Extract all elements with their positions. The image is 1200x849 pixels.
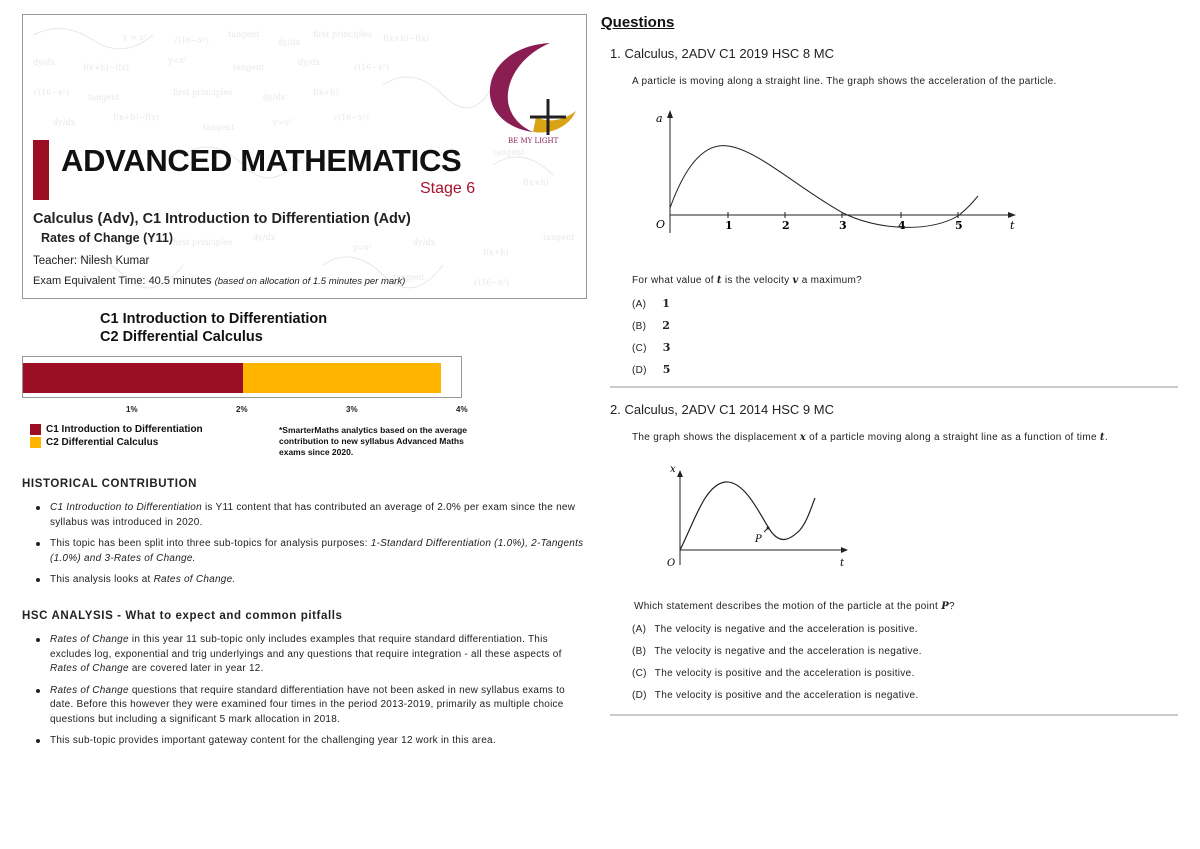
answer-option-d[interactable] <box>632 363 671 376</box>
option-label: (B) <box>632 646 647 657</box>
svg-text:tangent: tangent <box>233 63 265 72</box>
option-label: (D) <box>632 690 647 701</box>
axis-tick-label: 2% <box>236 405 248 414</box>
svg-text:first principles: first principles <box>313 30 373 39</box>
answer-option-d[interactable] <box>632 690 918 701</box>
answer-option-a[interactable] <box>632 297 670 310</box>
question-1-prompt <box>632 275 862 286</box>
legend-label-c2: C2 Differential Calculus <box>46 437 159 448</box>
variable-x: x <box>799 432 807 443</box>
bullet-text: in this year 11 sub-topic only includes examples that require standard differentiation. This excludes log, exponential and trig underlyings and any questions that require integration - all these aspects of <box>50 634 562 660</box>
topic-name: Rates of Change. <box>153 574 236 585</box>
option-value: 3 <box>662 341 671 354</box>
question-1-text: A particle is moving along a straight line. The graph shows the acceleration of the particle. <box>632 76 1057 87</box>
svg-text:dy/dx: dy/dx <box>253 233 275 242</box>
svg-text:y=x²: y=x² <box>168 56 187 65</box>
svg-text:dy/dx: dy/dx <box>278 38 300 47</box>
answer-option-b[interactable] <box>632 646 922 657</box>
bullet-text: is Y11 content that has contributed an average of 2.0% per exam since the new syllabus was introduced in 2020. <box>50 502 576 528</box>
question-1-heading: 1. Calculus, 2ADV C1 2019 HSC 8 MC <box>610 46 834 61</box>
displacement-graph <box>660 460 860 570</box>
origin-label: O <box>656 218 666 231</box>
svg-text:√(16−x²): √(16−x²) <box>473 278 509 287</box>
tick-label: 4 <box>898 219 906 232</box>
option-value: The velocity is positive and the acceleration is positive. <box>654 668 915 679</box>
header-panel <box>22 14 587 299</box>
prompt-text: . <box>1104 432 1108 443</box>
option-value: The velocity is positive and the acceleration is negative. <box>654 690 919 701</box>
variable-t: t <box>1099 432 1105 443</box>
stage-label: Stage 6 <box>420 180 476 197</box>
svg-text:√(16−x²): √(16−x²) <box>333 113 369 122</box>
svg-text:y=x²: y=x² <box>353 243 372 252</box>
svg-text:tangent: tangent <box>228 30 260 39</box>
svg-text:first principles: first principles <box>173 238 233 247</box>
historical-heading: HISTORICAL CONTRIBUTION <box>22 478 198 490</box>
option-value: 5 <box>662 363 671 376</box>
variable-v: v <box>792 275 799 286</box>
point-label: P <box>755 534 762 545</box>
question-divider <box>610 386 1178 388</box>
svg-text:tangent: tangent <box>493 148 525 157</box>
svg-text:f(x+h): f(x+h) <box>483 248 509 257</box>
svg-text:tangent: tangent <box>203 123 235 132</box>
bullet-text: questions that require standard differentiation have not been asked in new syllabus exams to date. Before this however they were examined four times in the period 2013-2019, primarily as multiple choice questions but including a significant 5 mark allocation in 2018. <box>50 684 565 725</box>
x-axis-label: t <box>1010 219 1015 232</box>
topic-name: C1 Introduction to Differentiation <box>50 502 202 513</box>
svg-text:y = x²: y = x² <box>123 33 148 42</box>
svg-text:√(16−x²): √(16−x²) <box>353 63 389 72</box>
bullet-text: This topic has been split into three sub-topics for analysis purposes: <box>50 538 371 549</box>
option-value: 2 <box>662 319 671 332</box>
hsc-heading: HSC ANALYSIS - What to expect and common pitfalls <box>22 610 343 622</box>
prompt-text: of a particle moving along a straight line as a function of time <box>806 432 1100 443</box>
topic-name: Rates of Change <box>50 634 129 645</box>
answer-option-c[interactable] <box>632 668 915 679</box>
prompt-text: The graph shows the displacement <box>632 432 800 443</box>
legend-item-c2 <box>30 437 158 448</box>
bar-segment-c2 <box>243 363 441 393</box>
variable-t: t <box>716 275 722 286</box>
axis-tick-label: 3% <box>346 405 358 414</box>
option-label: (C) <box>632 343 647 354</box>
question-2-text <box>632 432 1108 443</box>
axis-tick-label: 1% <box>126 405 138 414</box>
svg-text:dy/dx: dy/dx <box>33 58 55 67</box>
svg-text:first principles: first principles <box>173 88 233 97</box>
chart-subtitle: C2 Differential Calculus <box>100 329 263 345</box>
subject-heading: Calculus (Adv), C1 Introduction to Differentiation (Adv) <box>33 211 411 227</box>
prompt-text: a maximum? <box>798 275 862 286</box>
option-label: (A) <box>632 624 647 635</box>
historical-list <box>36 501 588 588</box>
list-item <box>36 501 588 530</box>
answer-option-a[interactable] <box>632 624 918 635</box>
svg-text:tangent: tangent <box>88 93 120 102</box>
topic-name: Rates of Change <box>50 663 129 674</box>
svg-text:y=x²: y=x² <box>273 118 292 127</box>
svg-text:√(16−x²): √(16−x²) <box>33 88 69 97</box>
question-2-heading: 2. Calculus, 2ADV C1 2014 HSC 9 MC <box>610 402 834 417</box>
analytics-note: *SmarterMaths analytics based on the average contribution to new syllabus Advanced Maths exams since 2020. <box>279 425 468 457</box>
option-label: (B) <box>632 321 647 332</box>
questions-title: Questions <box>601 14 675 31</box>
topic-name: Rates of Change <box>50 684 129 696</box>
axis-tick-label: 4% <box>456 405 468 414</box>
bullet-text: This analysis looks at <box>50 574 154 585</box>
svg-text:dy/dx: dy/dx <box>53 118 75 127</box>
teacher-line <box>33 255 149 267</box>
exam-time-note: (based on allocation of 1.5 minutes per mark) <box>214 276 406 287</box>
exam-time-value: 40.5 minutes <box>148 275 212 287</box>
svg-text:√(16−x²): √(16−x²) <box>173 36 209 45</box>
acceleration-graph <box>648 108 1028 238</box>
prompt-text: ? <box>949 601 955 612</box>
option-value: The velocity is negative and the acceleration is negative. <box>654 646 922 657</box>
logo-text: BE MY LIGHT <box>508 137 559 145</box>
list-item <box>36 633 588 677</box>
option-label: (C) <box>632 668 647 679</box>
legend-swatch-c2 <box>30 437 41 448</box>
svg-text:dy/dx: dy/dx <box>298 58 320 67</box>
answer-option-b[interactable] <box>632 319 670 332</box>
svg-text:dy/dx: dy/dx <box>263 93 285 102</box>
tick-label: 1 <box>725 219 733 232</box>
chart-title: C1 Introduction to Differentiation <box>100 311 328 327</box>
option-value: The velocity is negative and the acceleration is positive. <box>654 624 918 635</box>
be-my-light-logo <box>478 37 587 145</box>
svg-text:f(x+h)−f(x): f(x+h)−f(x) <box>113 113 159 122</box>
page-title: ADVANCED MATHEMATICS <box>61 143 462 178</box>
tick-label: 5 <box>955 219 963 232</box>
bullet-text: This sub-topic provides important gateway content for the challenging year 12 work in this area. <box>50 735 496 746</box>
tick-label: 2 <box>782 219 790 232</box>
legend-item-c1 <box>30 424 203 435</box>
svg-text:f(x+h)−f(x): f(x+h)−f(x) <box>383 34 429 43</box>
list-item <box>36 734 588 749</box>
list-item <box>36 537 588 566</box>
y-axis-label: a <box>656 112 663 125</box>
prompt-text: is the velocity <box>721 275 793 286</box>
option-label: (A) <box>632 299 647 310</box>
svg-text:tangent: tangent <box>543 233 575 242</box>
legend-label-c1: C1 Introduction to Differentiation <box>46 424 203 435</box>
question-divider <box>610 714 1178 716</box>
title-accent-bar <box>33 140 49 200</box>
x-axis-label: t <box>840 558 845 569</box>
answer-option-c[interactable] <box>632 341 671 354</box>
teacher-label: Teacher: <box>33 255 78 267</box>
subtopic-heading: Rates of Change (Y11) <box>41 231 173 245</box>
list-item <box>36 684 588 728</box>
svg-text:tangent: tangent <box>393 273 425 282</box>
option-label: (D) <box>632 365 647 376</box>
svg-text:dy/dx: dy/dx <box>413 238 435 247</box>
legend-swatch-c1 <box>30 424 41 435</box>
origin-label: O <box>667 558 676 569</box>
hsc-list <box>36 633 588 749</box>
y-axis-label: x <box>670 464 676 475</box>
prompt-text: Which statement describes the motion of the particle at the point <box>634 601 942 612</box>
tick-label: 3 <box>839 219 847 232</box>
svg-text:f(x+h): f(x+h) <box>313 88 339 97</box>
exam-time-line <box>33 275 405 287</box>
option-value: 1 <box>662 297 671 310</box>
variable-p: P <box>941 601 950 612</box>
list-item <box>36 573 588 588</box>
subtopics-italic: 1-Standard Differentiation (1.0%), 2-Tangents (1.0%) and 3-Rates of Change. <box>50 538 584 564</box>
bullet-text: are covered later in year 12. <box>128 663 264 674</box>
svg-text:f(x+h): f(x+h) <box>523 178 549 187</box>
contribution-chart <box>22 356 462 398</box>
teacher-name: Nilesh Kumar <box>80 255 150 267</box>
prompt-text: For what value of <box>632 275 717 286</box>
exam-time-label: Exam Equivalent Time: <box>33 275 146 287</box>
bar-segment-c1 <box>23 363 243 393</box>
question-2-prompt <box>634 601 955 612</box>
svg-text:f(x+h)−f(x): f(x+h)−f(x) <box>83 63 129 72</box>
